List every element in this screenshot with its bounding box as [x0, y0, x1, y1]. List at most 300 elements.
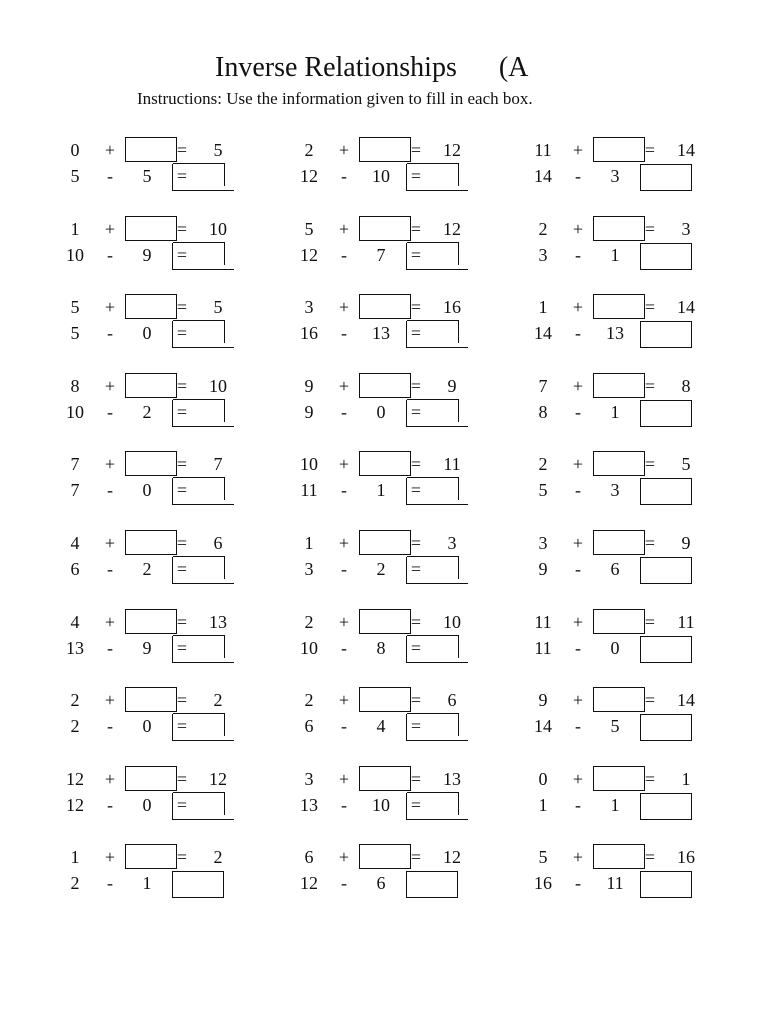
minuend: 6 — [70, 559, 80, 579]
equals-sign: = — [176, 323, 188, 343]
minus-sign: - — [341, 323, 347, 343]
difference-box[interactable] — [172, 793, 234, 820]
addition-row — [55, 766, 285, 792]
subtraction-row — [523, 556, 753, 582]
subtrahend: 0 — [610, 638, 620, 658]
missing-addend-box[interactable] — [593, 609, 645, 634]
addend: 7 — [70, 454, 80, 474]
equals-sign: = — [410, 716, 422, 736]
plus-sign: + — [572, 376, 584, 396]
subtraction-row — [523, 635, 753, 661]
addend: 5 — [538, 847, 548, 867]
subtraction-row — [523, 399, 753, 425]
missing-addend-box[interactable] — [125, 844, 177, 869]
problem-4-3 — [523, 373, 753, 433]
plus-sign: + — [572, 454, 584, 474]
subtraction-row — [523, 242, 753, 268]
subtraction-row — [289, 556, 519, 582]
missing-addend-box[interactable] — [593, 844, 645, 869]
sum: 12 — [443, 219, 461, 239]
plus-sign: + — [104, 847, 116, 867]
missing-addend-box[interactable] — [359, 451, 411, 476]
sum: 1 — [681, 769, 691, 789]
sum: 13 — [443, 769, 461, 789]
sum: 8 — [681, 376, 691, 396]
equals-sign: = — [410, 245, 422, 265]
missing-addend-box[interactable] — [359, 137, 411, 162]
subtrahend: 7 — [376, 245, 386, 265]
problem-6-3 — [523, 530, 753, 590]
problem-4-1 — [55, 373, 285, 433]
plus-sign: + — [572, 219, 584, 239]
sum: 3 — [681, 219, 691, 239]
addend: 12 — [66, 769, 84, 789]
problem-1-2 — [289, 137, 519, 197]
minuend: 7 — [70, 480, 80, 500]
sum: 14 — [677, 140, 695, 160]
equals-sign: = — [176, 245, 188, 265]
subtrahend: 9 — [142, 245, 152, 265]
difference-box[interactable] — [640, 243, 692, 270]
plus-sign: + — [572, 140, 584, 160]
equals-sign: = — [410, 638, 422, 658]
missing-addend-box[interactable] — [125, 373, 177, 398]
equals-sign: = — [644, 847, 656, 867]
problem-10-2 — [289, 844, 519, 904]
difference-box[interactable] — [406, 478, 468, 505]
difference-box[interactable] — [172, 871, 224, 898]
missing-addend-box[interactable] — [125, 530, 177, 555]
equals-sign: = — [644, 769, 656, 789]
plus-sign: + — [572, 533, 584, 553]
subtraction-row — [289, 792, 519, 818]
difference-box[interactable] — [172, 636, 234, 663]
subtraction-row — [289, 320, 519, 346]
addition-row — [523, 216, 753, 242]
equals-sign: = — [176, 690, 188, 710]
equals-sign: = — [176, 716, 188, 736]
equals-sign: = — [644, 533, 656, 553]
plus-sign: + — [338, 533, 350, 553]
difference-box[interactable] — [406, 793, 468, 820]
addend: 3 — [538, 533, 548, 553]
difference-box[interactable] — [640, 164, 692, 191]
minus-sign: - — [575, 166, 581, 186]
equals-sign: = — [176, 402, 188, 422]
addition-row — [523, 294, 753, 320]
difference-box[interactable] — [172, 400, 234, 427]
subtraction-row — [523, 163, 753, 189]
problem-1-3 — [523, 137, 753, 197]
problem-8-2 — [289, 687, 519, 747]
sum: 5 — [213, 140, 223, 160]
minus-sign: - — [575, 245, 581, 265]
plus-sign: + — [572, 847, 584, 867]
subtraction-row — [55, 477, 285, 503]
missing-addend-box[interactable] — [593, 373, 645, 398]
subtrahend: 1 — [142, 873, 152, 893]
minuend: 16 — [300, 323, 318, 343]
problem-5-1 — [55, 451, 285, 511]
difference-box[interactable] — [406, 871, 458, 898]
plus-sign: + — [338, 690, 350, 710]
missing-addend-box[interactable] — [359, 530, 411, 555]
subtrahend: 3 — [610, 480, 620, 500]
equals-sign: = — [410, 559, 422, 579]
subtrahend: 2 — [142, 559, 152, 579]
problem-10-3 — [523, 844, 753, 904]
problem-9-3 — [523, 766, 753, 826]
addition-row — [289, 766, 519, 792]
minuend: 9 — [304, 402, 314, 422]
equals-sign: = — [644, 376, 656, 396]
plus-sign: + — [338, 219, 350, 239]
sum: 6 — [447, 690, 457, 710]
problem-6-1 — [55, 530, 285, 590]
subtraction-row — [55, 713, 285, 739]
addend: 4 — [70, 612, 80, 632]
minus-sign: - — [107, 480, 113, 500]
equals-sign: = — [410, 533, 422, 553]
addend: 1 — [538, 297, 548, 317]
plus-sign: + — [572, 612, 584, 632]
subtrahend: 1 — [610, 402, 620, 422]
addend: 6 — [304, 847, 314, 867]
minus-sign: - — [341, 480, 347, 500]
difference-box[interactable] — [640, 793, 692, 820]
minus-sign: - — [341, 245, 347, 265]
missing-addend-box[interactable] — [125, 687, 177, 712]
minus-sign: - — [107, 716, 113, 736]
missing-addend-box[interactable] — [593, 687, 645, 712]
missing-addend-box[interactable] — [359, 373, 411, 398]
plus-sign: + — [572, 690, 584, 710]
problem-8-3 — [523, 687, 753, 747]
problem-6-2 — [289, 530, 519, 590]
addend: 2 — [538, 454, 548, 474]
equals-sign: = — [410, 480, 422, 500]
addend: 8 — [70, 376, 80, 396]
difference-box[interactable] — [640, 478, 692, 505]
minus-sign: - — [575, 716, 581, 736]
difference-box[interactable] — [172, 478, 234, 505]
subtrahend: 5 — [142, 166, 152, 186]
equals-sign: = — [176, 533, 188, 553]
addend: 9 — [538, 690, 548, 710]
sum: 11 — [677, 612, 695, 632]
addend: 9 — [304, 376, 314, 396]
missing-addend-box[interactable] — [359, 687, 411, 712]
minus-sign: - — [341, 795, 347, 815]
addition-row — [55, 216, 285, 242]
equals-sign: = — [410, 612, 422, 632]
difference-box[interactable] — [406, 400, 468, 427]
equals-sign: = — [410, 690, 422, 710]
minus-sign: - — [107, 323, 113, 343]
subtraction-row — [289, 399, 519, 425]
difference-box[interactable] — [640, 400, 692, 427]
equals-sign: = — [410, 140, 422, 160]
minuend: 10 — [66, 402, 84, 422]
addition-row — [289, 373, 519, 399]
addition-row — [523, 137, 753, 163]
missing-addend-box[interactable] — [593, 294, 645, 319]
subtrahend: 3 — [610, 166, 620, 186]
missing-addend-box[interactable] — [593, 530, 645, 555]
missing-addend-box[interactable] — [125, 609, 177, 634]
difference-box[interactable] — [172, 164, 234, 191]
problem-3-1 — [55, 294, 285, 354]
subtraction-row — [55, 242, 285, 268]
difference-box[interactable] — [406, 557, 468, 584]
addition-row — [523, 844, 753, 870]
equals-sign: = — [410, 795, 422, 815]
addend: 5 — [70, 297, 80, 317]
problem-10-1 — [55, 844, 285, 904]
missing-addend-box[interactable] — [125, 451, 177, 476]
difference-box[interactable] — [640, 557, 692, 584]
sum: 16 — [443, 297, 461, 317]
difference-box[interactable] — [406, 636, 468, 663]
subtraction-row — [55, 870, 285, 896]
equals-sign: = — [410, 376, 422, 396]
addend: 7 — [538, 376, 548, 396]
difference-box[interactable] — [406, 243, 468, 270]
minuend: 5 — [70, 166, 80, 186]
sum: 16 — [677, 847, 695, 867]
missing-addend-box[interactable] — [593, 216, 645, 241]
equals-sign: = — [176, 140, 188, 160]
equals-sign: = — [410, 769, 422, 789]
addition-row — [289, 687, 519, 713]
problem-2-1 — [55, 216, 285, 276]
minuend: 12 — [300, 245, 318, 265]
subtrahend: 1 — [610, 245, 620, 265]
sum: 5 — [681, 454, 691, 474]
minuend: 10 — [300, 638, 318, 658]
subtraction-row — [289, 163, 519, 189]
subtrahend: 2 — [142, 402, 152, 422]
plus-sign: + — [338, 769, 350, 789]
problem-2-2 — [289, 216, 519, 276]
missing-addend-box[interactable] — [125, 294, 177, 319]
subtraction-row — [523, 792, 753, 818]
minus-sign: - — [575, 402, 581, 422]
subtraction-row — [289, 713, 519, 739]
problem-4-2 — [289, 373, 519, 433]
sum: 9 — [681, 533, 691, 553]
equals-sign: = — [644, 612, 656, 632]
subtraction-row — [289, 870, 519, 896]
subtrahend: 4 — [376, 716, 386, 736]
addend: 2 — [304, 140, 314, 160]
problem-5-2 — [289, 451, 519, 511]
equals-sign: = — [176, 612, 188, 632]
addend: 4 — [70, 533, 80, 553]
minuend: 12 — [66, 795, 84, 815]
plus-sign: + — [338, 376, 350, 396]
difference-box[interactable] — [172, 243, 234, 270]
addend: 11 — [534, 140, 552, 160]
addition-row — [55, 294, 285, 320]
difference-box[interactable] — [406, 714, 468, 741]
missing-addend-box[interactable] — [359, 216, 411, 241]
missing-addend-box[interactable] — [359, 766, 411, 791]
subtrahend: 13 — [372, 323, 390, 343]
problem-9-2 — [289, 766, 519, 826]
minus-sign: - — [107, 402, 113, 422]
minuend: 12 — [300, 873, 318, 893]
addend: 0 — [70, 140, 80, 160]
equals-sign: = — [176, 166, 188, 186]
plus-sign: + — [572, 769, 584, 789]
missing-addend-box[interactable] — [125, 766, 177, 791]
missing-addend-box[interactable] — [593, 451, 645, 476]
minus-sign: - — [341, 559, 347, 579]
equals-sign: = — [644, 690, 656, 710]
minuend: 2 — [70, 716, 80, 736]
sum: 13 — [209, 612, 227, 632]
plus-sign: + — [104, 454, 116, 474]
minus-sign: - — [107, 873, 113, 893]
subtrahend: 11 — [606, 873, 624, 893]
addition-row — [523, 530, 753, 556]
plus-sign: + — [104, 612, 116, 632]
difference-box[interactable] — [406, 164, 468, 191]
minus-sign: - — [341, 402, 347, 422]
addition-row — [523, 451, 753, 477]
equals-sign: = — [410, 297, 422, 317]
addend: 1 — [70, 847, 80, 867]
minuend: 14 — [534, 323, 552, 343]
sum: 3 — [447, 533, 457, 553]
problem-5-3 — [523, 451, 753, 511]
subtrahend: 5 — [610, 716, 620, 736]
minuend: 13 — [66, 638, 84, 658]
sum: 6 — [213, 533, 223, 553]
difference-box[interactable] — [640, 636, 692, 663]
subtraction-row — [523, 713, 753, 739]
problem-2-3 — [523, 216, 753, 276]
missing-addend-box[interactable] — [593, 766, 645, 791]
minus-sign: - — [107, 166, 113, 186]
equals-sign: = — [410, 323, 422, 343]
title-text: Inverse Relationships (A — [215, 52, 529, 83]
subtraction-row — [55, 163, 285, 189]
difference-box[interactable] — [406, 321, 468, 348]
equals-sign: = — [644, 454, 656, 474]
problem-8-1 — [55, 687, 285, 747]
missing-addend-box[interactable] — [359, 844, 411, 869]
missing-addend-box[interactable] — [125, 216, 177, 241]
minus-sign: - — [107, 559, 113, 579]
minuend: 14 — [534, 716, 552, 736]
addend: 1 — [304, 533, 314, 553]
difference-box[interactable] — [172, 557, 234, 584]
subtrahend: 0 — [142, 480, 152, 500]
minus-sign: - — [341, 716, 347, 736]
equals-sign: = — [410, 847, 422, 867]
plus-sign: + — [104, 140, 116, 160]
subtraction-row — [523, 320, 753, 346]
plus-sign: + — [104, 376, 116, 396]
sum: 7 — [213, 454, 223, 474]
equals-sign: = — [176, 297, 188, 317]
missing-addend-box[interactable] — [359, 609, 411, 634]
sum: 5 — [213, 297, 223, 317]
minus-sign: - — [575, 638, 581, 658]
subtrahend: 0 — [142, 795, 152, 815]
subtraction-row — [55, 635, 285, 661]
minuend: 1 — [538, 795, 548, 815]
sum: 12 — [209, 769, 227, 789]
missing-addend-box[interactable] — [359, 294, 411, 319]
addend: 11 — [534, 612, 552, 632]
subtraction-row — [55, 792, 285, 818]
difference-box[interactable] — [640, 714, 692, 741]
subtraction-row — [523, 477, 753, 503]
addend: 5 — [304, 219, 314, 239]
addition-row — [523, 687, 753, 713]
addend: 2 — [304, 612, 314, 632]
minus-sign: - — [341, 873, 347, 893]
minuend: 3 — [538, 245, 548, 265]
problem-7-1 — [55, 609, 285, 669]
minuend: 5 — [538, 480, 548, 500]
minus-sign: - — [575, 480, 581, 500]
problem-7-2 — [289, 609, 519, 669]
minuend: 5 — [70, 323, 80, 343]
subtraction-row — [289, 477, 519, 503]
addition-row — [289, 294, 519, 320]
difference-box[interactable] — [172, 321, 234, 348]
subtraction-row — [55, 399, 285, 425]
addition-row — [55, 687, 285, 713]
subtrahend: 1 — [610, 795, 620, 815]
addend: 3 — [304, 769, 314, 789]
difference-box[interactable] — [640, 321, 692, 348]
minuend: 12 — [300, 166, 318, 186]
equals-sign: = — [176, 559, 188, 579]
equals-sign: = — [644, 297, 656, 317]
plus-sign: + — [338, 612, 350, 632]
sum: 2 — [213, 847, 223, 867]
minus-sign: - — [107, 795, 113, 815]
subtrahend: 0 — [376, 402, 386, 422]
subtrahend: 2 — [376, 559, 386, 579]
difference-box[interactable] — [640, 871, 692, 898]
addition-row — [55, 451, 285, 477]
subtrahend: 0 — [142, 323, 152, 343]
problem-9-1 — [55, 766, 285, 826]
plus-sign: + — [338, 847, 350, 867]
missing-addend-box[interactable] — [593, 137, 645, 162]
equals-sign: = — [410, 402, 422, 422]
addend: 0 — [538, 769, 548, 789]
equals-sign: = — [410, 166, 422, 186]
subtrahend: 10 — [372, 166, 390, 186]
plus-sign: + — [104, 219, 116, 239]
difference-box[interactable] — [172, 714, 234, 741]
addition-row — [523, 373, 753, 399]
subtraction-row — [55, 320, 285, 346]
minus-sign: - — [107, 245, 113, 265]
addend: 2 — [538, 219, 548, 239]
subtraction-row — [55, 556, 285, 582]
subtraction-row — [523, 870, 753, 896]
missing-addend-box[interactable] — [125, 137, 177, 162]
equals-sign: = — [644, 219, 656, 239]
